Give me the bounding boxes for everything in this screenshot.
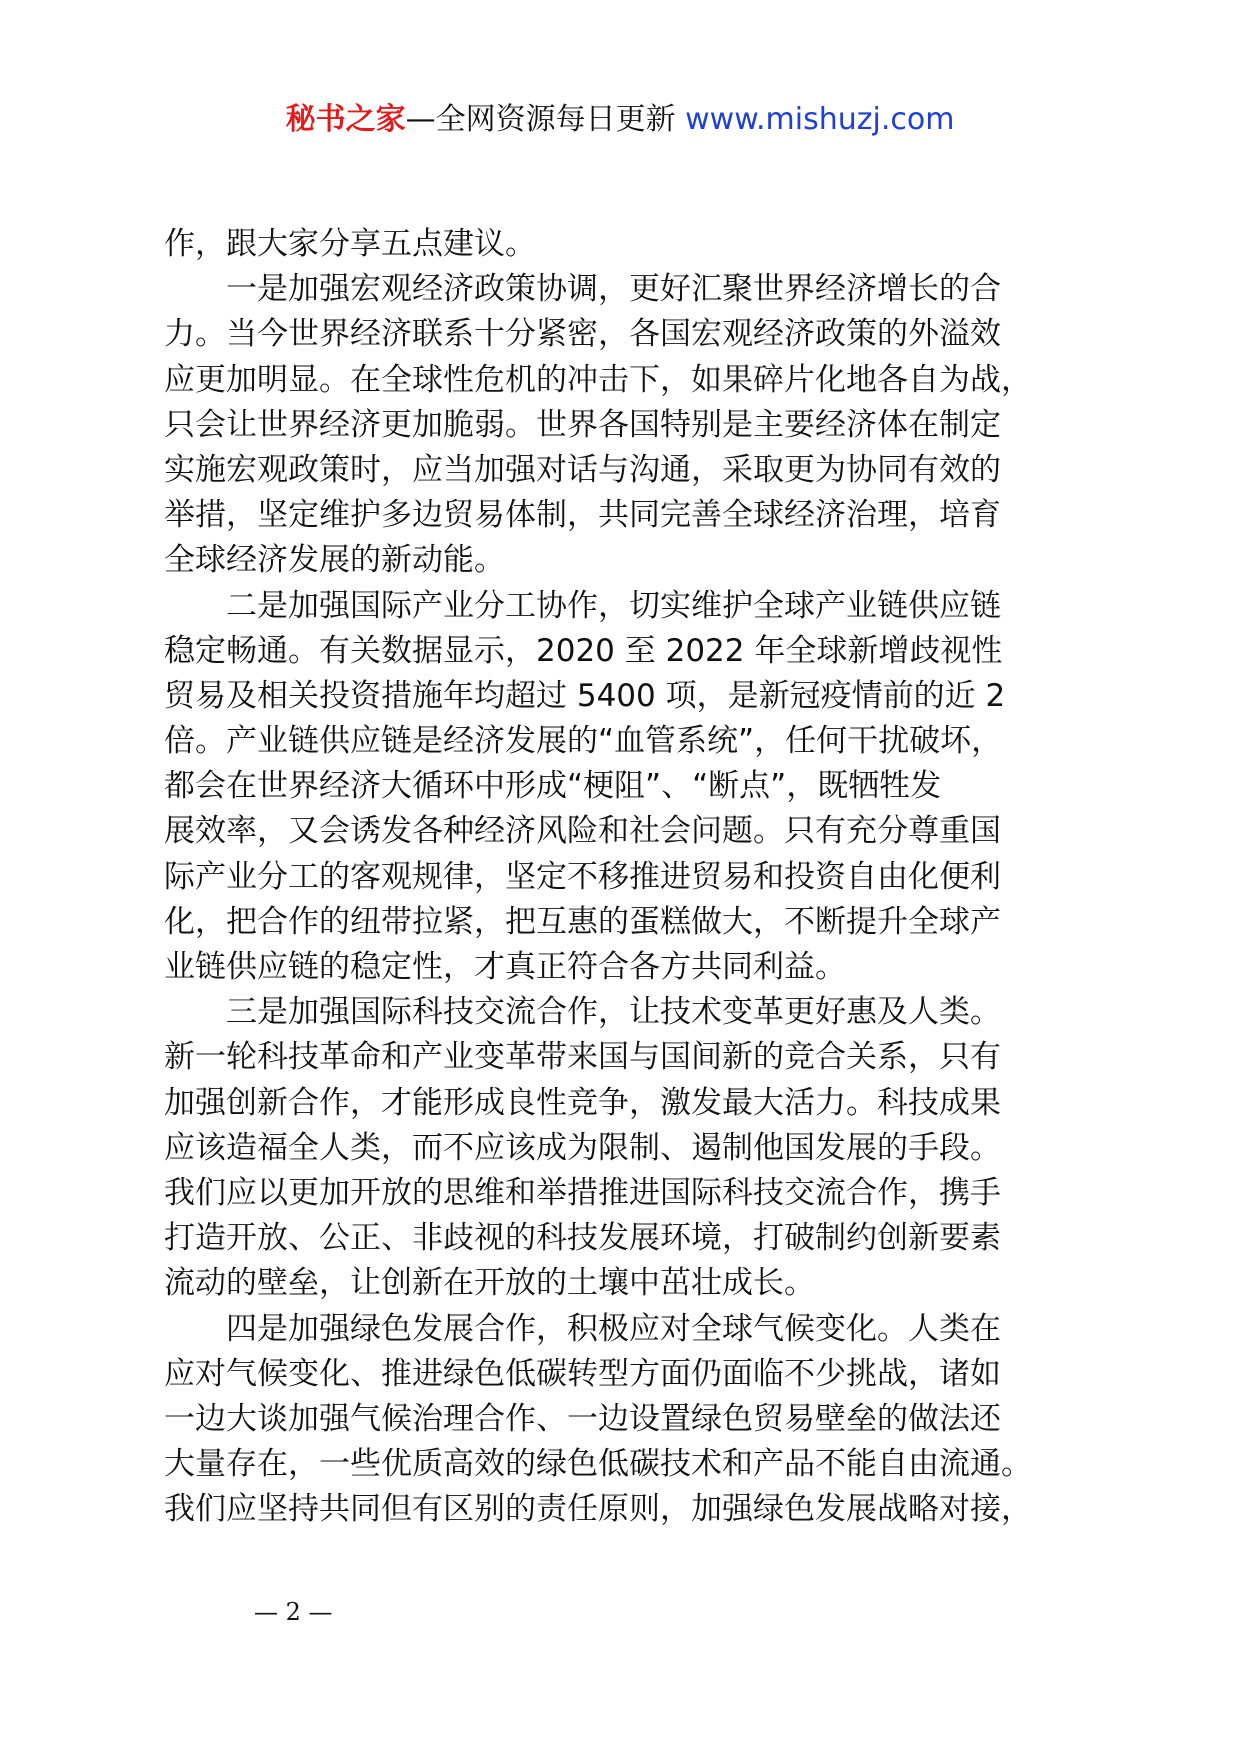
text-line: 举措，坚定维护多边贸易体制，共同完善全球经济治理，培育 xyxy=(164,497,1001,534)
text-line: 际产业分工的客观规律，坚定不移推进贸易和投资自由化便利 xyxy=(164,858,1001,895)
text-line: 二是加强国际产业分工协作，切实维护全球产业链供应链 xyxy=(164,587,1001,624)
text-line: 大量存在，一些优质高效的绿色低碳技术和产品不能自由流通。 xyxy=(164,1446,1032,1483)
site-url-link[interactable]: www.mishuzj.com xyxy=(685,102,955,137)
text-line: 我们应坚持共同但有区别的责任原则，加强绿色发展战略对接， xyxy=(164,1491,1032,1528)
text-line: 加强创新合作，才能形成良性竞争，激发最大活力。科技成果 xyxy=(164,1084,1001,1121)
text-line: 倍。产业链供应链是经济发展的“血管系统”，任何干扰破坏， xyxy=(164,723,1003,760)
text-line: 应对气候变化、推进绿色低碳转型方面仍面临不少挑战，诸如 xyxy=(164,1355,1001,1392)
site-header xyxy=(0,100,1240,140)
text-line: 业链供应链的稳定性，才真正符合各方共同利益。 xyxy=(164,949,846,985)
text-line: 应该造福全人类，而不应该成为限制、遏制他国发展的手段。 xyxy=(164,1129,1001,1166)
text-line: 一是加强宏观经济政策协调，更好汇聚世界经济增长的合 xyxy=(164,271,1001,308)
brand-name: 秘书之家 xyxy=(285,102,406,137)
text-line: 四是加强绿色发展合作，积极应对全球气候变化。人类在 xyxy=(164,1310,1001,1347)
text-line: 实施宏观政策时，应当加强对话与沟通，采取更为协同有效的 xyxy=(164,451,1001,488)
text-line: 流动的壁垒，让创新在开放的土壤中茁壮成长。 xyxy=(164,1265,815,1302)
text-line: 化，把合作的纽带拉紧，把互惠的蛋糕做大，不断提升全球产 xyxy=(164,903,1001,940)
text-line: 只会让世界经济更加脆弱。世界各国特别是主要经济体在制定 xyxy=(164,406,1001,443)
text-line: 作，跟大家分享五点建议。 xyxy=(164,226,536,262)
text-line: 我们应以更加开放的思维和举措推进国际科技交流合作，携手 xyxy=(164,1174,1001,1211)
header-tagline: —全网资源每日更新 xyxy=(405,102,686,137)
text-line: 贸易及相关投资措施年均超过 5400 项，是新冠疫情前的近 2 xyxy=(164,677,1006,714)
text-line: 全球经济发展的新动能。 xyxy=(164,542,505,579)
page-number: — 2 — xyxy=(254,1598,333,1626)
text-line: 力。当今世界经济联系十分紧密，各国宏观经济政策的外溢效 xyxy=(164,316,1001,353)
document-body xyxy=(164,222,1104,1532)
text-line: 三是加强国际科技交流合作，让技术变革更好惠及人类。 xyxy=(164,994,1001,1031)
text-line: 新一轮科技革命和产业变革带来国与国间新的竞合关系，只有 xyxy=(164,1039,1001,1076)
text-line: 应更加明显。在全球性危机的冲击下，如果碎片化地各自为战， xyxy=(164,361,1032,398)
text-line: 打造开放、公正、非歧视的科技发展环境，打破制约创新要素 xyxy=(164,1220,1001,1257)
text-line: 稳定畅通。有关数据显示，2020 至 2022 年全球新增歧视性 xyxy=(164,632,1003,669)
text-line: 一边大谈加强气候治理合作、一边设置绿色贸易壁垒的做法还 xyxy=(164,1400,1001,1437)
text-line: 展效率，又会诱发各种经济风险和社会问题。只有充分尊重国 xyxy=(164,813,1001,850)
text-line: 都会在世界经济大循环中形成“梗阻”、“断点”，既牺牲发 xyxy=(164,768,942,805)
